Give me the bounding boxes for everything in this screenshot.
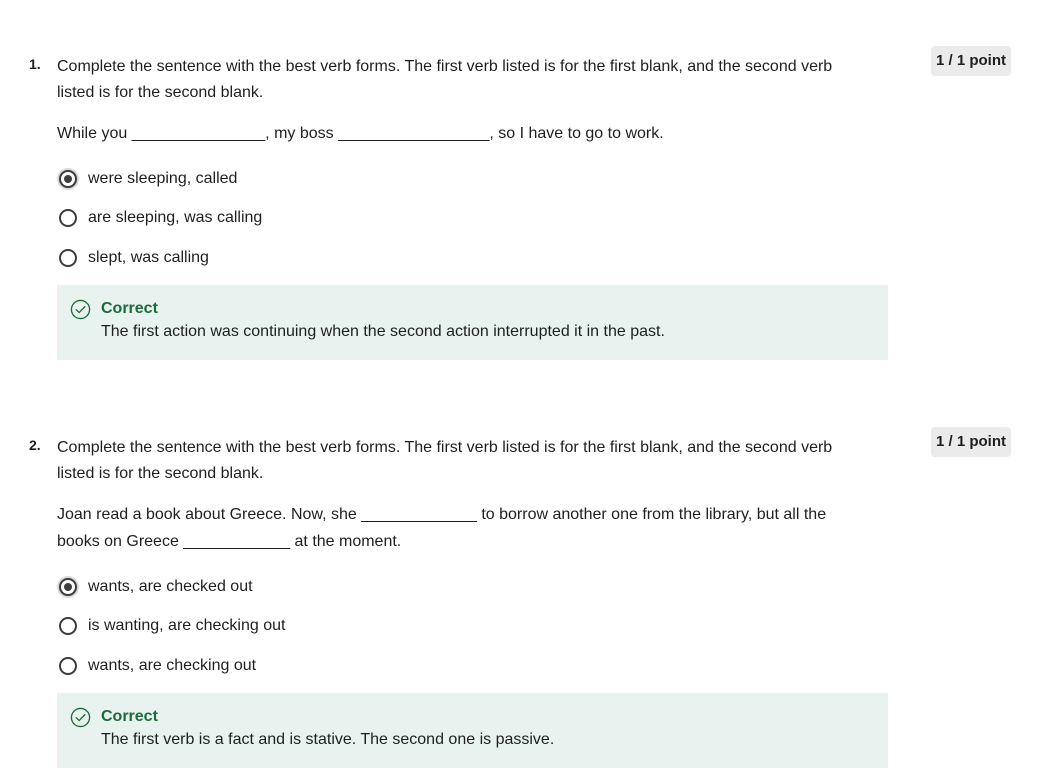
- radio-selected-icon[interactable]: [59, 170, 77, 188]
- question-number: 1.: [29, 56, 41, 72]
- radio-wrap[interactable]: [57, 615, 79, 637]
- option-were-sleeping-called[interactable]: [57, 168, 237, 190]
- score-badge: 1 / 1 point: [931, 427, 1011, 457]
- radio-unselected-icon[interactable]: [59, 249, 77, 267]
- radio-unselected-icon[interactable]: [59, 617, 77, 635]
- feedback-title: Correct: [101, 708, 158, 725]
- question-sentence: While you _______________, my boss _________________, so I have to go to work.: [57, 125, 664, 142]
- radio-unselected-icon[interactable]: [59, 657, 77, 675]
- question-prompt: Complete the sentence with the best verb forms. The first verb listed is for the first blank, and the second verb listed is for the second blank.: [57, 58, 833, 101]
- feedback-panel: [57, 693, 888, 768]
- radio-wrap[interactable]: [57, 655, 79, 677]
- option-label: were sleeping, called: [88, 170, 238, 187]
- check-circle-icon: [70, 299, 91, 320]
- radio-wrap[interactable]: [57, 576, 79, 598]
- feedback-panel: [57, 285, 888, 360]
- feedback-text: The first verb is a fact and is stative. The second one is passive.: [101, 731, 555, 748]
- option-wants-are-checking-out[interactable]: [57, 655, 256, 677]
- option-label: slept, was calling: [88, 249, 209, 266]
- question-sentence: Joan read a book about Greece. Now, she _____________ to borrow another one from the library, but all the books on Greece ____________ at the moment.: [57, 506, 827, 550]
- score-badge: 1 / 1 point: [931, 46, 1011, 76]
- option-slept-was-calling[interactable]: [57, 247, 209, 269]
- option-wants-are-checked-out[interactable]: [57, 576, 253, 598]
- option-label: wants, are checked out: [88, 578, 253, 595]
- check-circle-icon: [70, 707, 91, 728]
- radio-wrap[interactable]: [57, 168, 79, 190]
- radio-wrap[interactable]: [57, 207, 79, 229]
- radio-wrap[interactable]: [57, 247, 79, 269]
- option-label: wants, are checking out: [88, 657, 257, 674]
- option-are-sleeping-was-calling[interactable]: [57, 207, 262, 229]
- radio-unselected-icon[interactable]: [59, 209, 77, 227]
- option-label: are sleeping, was calling: [88, 209, 263, 226]
- radio-selected-icon[interactable]: [59, 578, 77, 596]
- option-is-wanting-are-checking-out[interactable]: [57, 615, 285, 637]
- feedback-text: The first action was continuing when the second action interrupted it in the past.: [101, 323, 665, 340]
- option-label: is wanting, are checking out: [88, 617, 286, 634]
- question-prompt: Complete the sentence with the best verb forms. The first verb listed is for the first blank, and the second verb listed is for the second blank.: [57, 439, 833, 482]
- question-number: 2.: [29, 437, 41, 453]
- feedback-title: Correct: [101, 300, 158, 317]
